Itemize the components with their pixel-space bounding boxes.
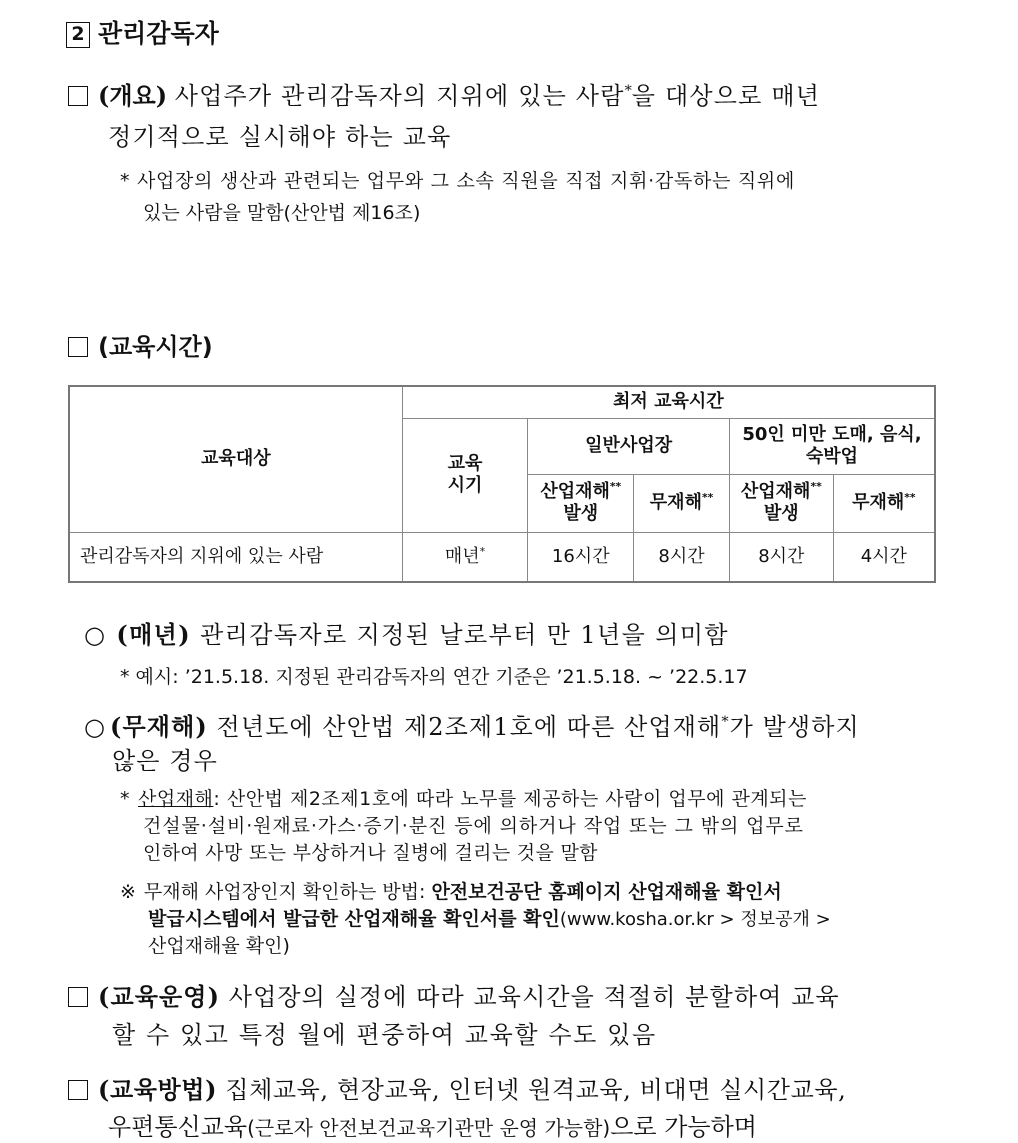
noaccident-line-2: 않은 경우 — [112, 747, 218, 775]
overview-tag: (개요) — [98, 81, 168, 110]
col-accident-small-line-1: 산업재해 — [740, 480, 811, 502]
method-line-1 — [68, 1070, 846, 1105]
annual-note: * 예시: ’21.5.18. 지정된 관리감독자의 연간 기준은 ’21.5.18. ~ ’22.5.17 — [120, 666, 748, 688]
col-timing-header — [402, 418, 528, 532]
noaccident-note-line-3: 인하여 사망 또는 부상하거나 질병에 걸리는 것을 말함 — [143, 842, 598, 864]
row-value-small-accident: 8시간 — [729, 532, 833, 582]
checkbox-icon — [68, 86, 88, 106]
checkbox-icon — [68, 337, 88, 357]
row-timing — [402, 532, 528, 582]
row-timing-sup: * — [479, 544, 486, 558]
overview-line-1 — [68, 76, 936, 111]
col-noaccident-small-label: 무재해 — [852, 491, 905, 513]
row-value-general-noaccident: 8시간 — [634, 532, 730, 582]
col-accident-header — [528, 474, 634, 532]
method-line-2-a: 우편통신교육 — [108, 1113, 248, 1141]
section-heading — [66, 14, 219, 50]
overview-text-a: 사업주가 관리감독자의 지위에 있는 사람 — [174, 82, 625, 110]
overview-note-line-2: 있는 사람을 말함(산안법 제16조) — [143, 202, 421, 224]
row-value-small-noaccident: 4시간 — [833, 532, 935, 582]
col-small-header — [729, 418, 935, 474]
method-tag: (교육방법) — [98, 1075, 218, 1104]
edu-time-heading — [68, 327, 213, 362]
reference-line-1 — [120, 877, 782, 904]
overview-line-2: 정기적으로 실시해야 하는 교육 — [108, 123, 452, 151]
overview-note-line-1: * 사업장의 생산과 관련되는 업무와 그 소속 직원을 직접 지휘·감독하는 직위에 — [120, 170, 796, 192]
noaccident-line-1 — [84, 707, 860, 742]
note-term: 산업재해 — [138, 788, 214, 810]
col-accident-small-sup: ** — [810, 479, 822, 493]
col-timing-line-2: 시기 — [447, 475, 483, 496]
education-hours-table — [68, 385, 936, 583]
noaccident-note-line-2: 건설물·설비·원재료·가스·증기·분진 등에 의하거나 작업 또는 그 밖의 업무로 — [143, 815, 804, 837]
col-noaccident-label: 무재해 — [649, 491, 702, 513]
row-timing-value: 매년 — [444, 545, 480, 567]
checkbox-icon — [68, 1080, 88, 1100]
table-row — [69, 532, 935, 582]
checkbox-icon — [68, 987, 88, 1007]
reference-line-3: 산업재해율 확인) — [148, 935, 290, 957]
operation-line-2: 할 수 있고 특정 월에 편중하여 교육할 수도 있음 — [112, 1021, 657, 1049]
col-accident-header-small — [729, 474, 833, 532]
col-noaccident-small-sup: ** — [904, 490, 916, 504]
method-text: 집체교육, 현장교육, 인터넷 원격교육, 비대면 실시간교육, — [225, 1076, 847, 1104]
noaccident-note-line-1 — [120, 784, 807, 811]
row-value-general-accident: 16시간 — [528, 532, 634, 582]
col-general-header: 일반사업장 — [528, 418, 730, 474]
col-min-hours-header: 최저 교육시간 — [402, 386, 935, 418]
overview-sup: * — [624, 83, 632, 99]
noaccident-sup: * — [721, 714, 730, 730]
section-title: 관리감독자 — [98, 19, 219, 48]
annual-text: 관리감독자로 지정된 날로부터 만 1년을 의미함 — [200, 621, 729, 649]
operation-tag: (교육운영) — [98, 982, 221, 1011]
col-small-line-1: 50인 미만 도매, 음식, — [742, 423, 922, 445]
section-number-box: 2 — [66, 22, 90, 48]
reference-text-b: 안전보건공단 홈페이지 산업재해율 확인서 — [431, 881, 782, 903]
col-noaccident-header-small — [833, 474, 935, 532]
circle-bullet-icon: ○ — [84, 621, 107, 649]
noaccident-text-b: 가 발생하지 — [729, 713, 860, 741]
col-timing-line-1: 교육 — [447, 452, 483, 474]
overview-text-b: 을 대상으로 매년 — [631, 82, 821, 110]
note-star: * — [120, 788, 130, 810]
col-accident-sup: ** — [609, 479, 622, 493]
method-line-2-c: 으로 가능하며 — [610, 1113, 757, 1141]
reference-url: (www.kosha.or.kr > 정보공개 > — [559, 909, 831, 930]
col-accident-small-line-2: 발생 — [763, 503, 799, 524]
col-accident-line-1: 산업재해 — [540, 480, 610, 502]
noaccident-text-a: 전년도에 산안법 제2조제1호에 따른 산업재해 — [216, 713, 722, 741]
noaccident-tag: (무재해) — [110, 712, 208, 741]
col-noaccident-header — [634, 474, 730, 532]
annual-line — [84, 615, 729, 650]
operation-text: 사업장의 실정에 따라 교육시간을 적절히 분할하여 교육 — [228, 983, 840, 1011]
col-noaccident-sup: ** — [701, 490, 714, 504]
col-accident-line-2: 발생 — [563, 503, 599, 524]
col-target-header: 교육대상 — [69, 386, 402, 532]
row-target: 관리감독자의 지위에 있는 사람 — [69, 532, 402, 582]
method-line-2-b: (근로자 안전보건교육기관만 운영 가능함) — [247, 1116, 611, 1140]
col-small-line-2: 숙박업 — [805, 446, 859, 467]
reference-bold: 발급시스템에서 발급한 산업재해율 확인서를 확인 — [148, 908, 560, 930]
operation-line-1 — [68, 977, 840, 1012]
edu-time-tag: (교육시간) — [98, 333, 213, 361]
annual-tag: (매년) — [116, 620, 192, 649]
reference-text-a: 무재해 사업장인지 확인하는 방법: — [143, 881, 426, 903]
note-line-1-rest: : 산안법 제2조제1호에 따라 노무를 제공하는 사람이 업무에 관계되는 — [213, 788, 807, 810]
circle-bullet-icon: ○ — [84, 713, 107, 741]
reference-line-2 — [148, 904, 831, 931]
reference-mark-icon: ※ — [120, 881, 136, 903]
method-line-2 — [108, 1107, 757, 1142]
